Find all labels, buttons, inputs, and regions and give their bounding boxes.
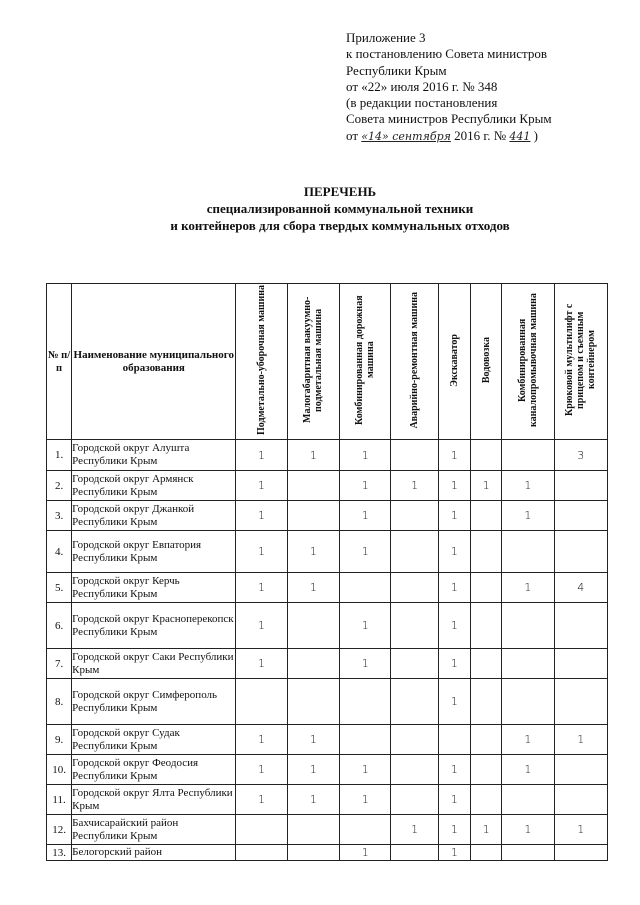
row-quantity-cell [391, 440, 438, 471]
header-column-label: Комбинированная каналопромывочная машина [516, 293, 539, 427]
row-number: 10. [47, 755, 72, 785]
handwritten-number: 441 [509, 129, 531, 143]
row-quantity-cell [502, 785, 554, 815]
row-quantity-cell: 1 [554, 725, 607, 755]
title-line-1: ПЕРЕЧЕНЬ [303, 184, 377, 199]
table-row [47, 785, 608, 815]
row-quantity-cell: 1 [502, 755, 554, 785]
header-column [391, 284, 438, 440]
appendix-line: от «22» июля 2016 г. № 348 [346, 78, 498, 94]
row-quantity-cell [554, 785, 607, 815]
header-column-label: Водовозка [480, 336, 492, 384]
row-quantity-cell [470, 603, 501, 649]
row-quantity-cell: 1 [554, 815, 607, 845]
row-quantity-cell: 1 [287, 531, 339, 573]
appendix-sign-line [346, 128, 636, 145]
row-quantity-cell: 1 [236, 471, 287, 501]
row-quantity-cell [287, 471, 339, 501]
table-row [47, 531, 608, 573]
row-quantity-cell: 1 [236, 573, 287, 603]
row-quantity-cell: 1 [438, 603, 470, 649]
row-quantity-cell: 1 [438, 501, 470, 531]
row-quantity-cell: 1 [502, 573, 554, 603]
row-municipality-name: Городской округ Керчь Республики Крым [72, 573, 236, 603]
header-column [236, 284, 287, 440]
row-quantity-cell: 1 [438, 440, 470, 471]
row-quantity-cell: 1 [287, 755, 339, 785]
row-quantity-cell [502, 679, 554, 725]
row-number: 3. [47, 501, 72, 531]
row-number: 1. [47, 440, 72, 471]
row-municipality-name: Городской округ Симферополь Республики Крым [72, 679, 236, 725]
row-quantity-cell [470, 679, 501, 725]
row-quantity-cell: 1 [287, 440, 339, 471]
row-quantity-cell: 1 [236, 603, 287, 649]
row-municipality-name: Городской округ Армянск Республики Крым [72, 471, 236, 501]
row-quantity-cell [391, 755, 438, 785]
row-quantity-cell: 1 [470, 471, 501, 501]
row-municipality-name: Городской округ Феодосия Республики Крым [72, 755, 236, 785]
row-quantity-cell: 4 [554, 573, 607, 603]
row-quantity-cell: 1 [340, 845, 391, 861]
row-quantity-cell: 1 [236, 785, 287, 815]
appendix-line: Совета министров Республики Крым [346, 111, 552, 127]
row-quantity-cell: 1 [287, 785, 339, 815]
table-row [47, 649, 608, 679]
header-column-label: Крюковой мультилифт с прицепом и съемным контейнером [564, 303, 598, 417]
row-quantity-cell: 1 [236, 649, 287, 679]
sign-close: ) [533, 127, 539, 143]
table-row [47, 603, 608, 649]
appendix-line: (в редакции постановления [346, 95, 498, 111]
row-municipality-name: Городской округ Ялта Республики Крым [72, 785, 236, 815]
row-quantity-cell [470, 725, 501, 755]
row-quantity-cell [340, 725, 391, 755]
title-line-3: и контейнеров для сбора твердых коммунальных отходов [170, 218, 510, 233]
row-municipality-name: Бахчисарайский район Республики Крым [72, 815, 236, 845]
row-quantity-cell [287, 845, 339, 861]
row-number: 2. [47, 471, 72, 501]
row-quantity-cell: 1 [438, 573, 470, 603]
row-quantity-cell [236, 815, 287, 845]
row-quantity-cell [554, 471, 607, 501]
row-quantity-cell [287, 603, 339, 649]
row-quantity-cell [470, 785, 501, 815]
row-quantity-cell [340, 573, 391, 603]
row-quantity-cell [470, 531, 501, 573]
row-quantity-cell [502, 531, 554, 573]
row-quantity-cell [554, 603, 607, 649]
row-quantity-cell [391, 725, 438, 755]
row-quantity-cell [470, 573, 501, 603]
table-row [47, 815, 608, 845]
row-quantity-cell: 1 [502, 725, 554, 755]
row-number: 7. [47, 649, 72, 679]
sign-prefix: от [346, 127, 359, 143]
row-number: 6. [47, 603, 72, 649]
table-row [47, 725, 608, 755]
header-column [470, 284, 501, 440]
row-quantity-cell [391, 501, 438, 531]
row-quantity-cell: 1 [438, 679, 470, 725]
appendix-block [346, 30, 636, 145]
row-quantity-cell [554, 501, 607, 531]
row-quantity-cell: 1 [287, 725, 339, 755]
table-row [47, 679, 608, 725]
equipment-table [46, 283, 608, 861]
table-row [47, 501, 608, 531]
handwritten-date: «14» сентября [361, 129, 451, 143]
row-quantity-cell: 1 [438, 845, 470, 861]
table-row [47, 440, 608, 471]
row-quantity-cell [391, 531, 438, 573]
header-name: Наименование муниципального образования [72, 284, 236, 440]
row-quantity-cell: 1 [236, 501, 287, 531]
table-header-row [47, 284, 608, 440]
row-municipality-name: Городской округ Саки Республики Крым [72, 649, 236, 679]
row-quantity-cell [438, 725, 470, 755]
row-quantity-cell: 1 [340, 785, 391, 815]
row-quantity-cell [391, 573, 438, 603]
row-quantity-cell: 1 [340, 603, 391, 649]
row-quantity-cell: 1 [438, 785, 470, 815]
header-column [438, 284, 470, 440]
table-row [47, 471, 608, 501]
appendix-line: Республики Крым [346, 62, 447, 78]
row-quantity-cell [470, 845, 501, 861]
row-quantity-cell: 1 [340, 649, 391, 679]
row-number: 5. [47, 573, 72, 603]
row-number: 11. [47, 785, 72, 815]
row-quantity-cell [287, 649, 339, 679]
row-quantity-cell: 1 [340, 440, 391, 471]
row-quantity-cell: 1 [340, 755, 391, 785]
header-column [554, 284, 607, 440]
row-quantity-cell: 1 [438, 471, 470, 501]
appendix-line: Приложение 3 [346, 30, 426, 45]
header-column-label: Аварийно-ремонтная машина [409, 291, 421, 429]
row-quantity-cell [502, 603, 554, 649]
row-quantity-cell [236, 679, 287, 725]
row-quantity-cell [391, 649, 438, 679]
row-quantity-cell: 1 [391, 815, 438, 845]
table-row [47, 845, 608, 861]
row-quantity-cell: 1 [340, 471, 391, 501]
row-number: 8. [47, 679, 72, 725]
row-quantity-cell [554, 679, 607, 725]
row-quantity-cell: 1 [502, 501, 554, 531]
row-number: 9. [47, 725, 72, 755]
row-quantity-cell [340, 815, 391, 845]
row-quantity-cell: 1 [236, 531, 287, 573]
appendix-line: к постановлению Совета министров [346, 46, 547, 62]
row-quantity-cell [554, 845, 607, 861]
row-quantity-cell [554, 531, 607, 573]
row-quantity-cell [470, 755, 501, 785]
row-quantity-cell: 3 [554, 440, 607, 471]
row-quantity-cell: 1 [438, 531, 470, 573]
row-quantity-cell: 1 [236, 755, 287, 785]
row-quantity-cell: 1 [502, 815, 554, 845]
row-quantity-cell [470, 440, 501, 471]
header-column [502, 284, 554, 440]
row-number: 12. [47, 815, 72, 845]
header-column [340, 284, 391, 440]
row-quantity-cell [470, 649, 501, 679]
header-no: № п/п [47, 284, 72, 440]
row-quantity-cell [391, 603, 438, 649]
document-title [40, 183, 640, 234]
row-quantity-cell: 1 [438, 649, 470, 679]
row-quantity-cell [470, 501, 501, 531]
row-municipality-name: Городской округ Судак Республики Крым [72, 725, 236, 755]
row-quantity-cell: 1 [340, 501, 391, 531]
row-quantity-cell [236, 845, 287, 861]
header-column [287, 284, 339, 440]
row-quantity-cell [391, 679, 438, 725]
title-line-2: специализированной коммунальной техники [206, 201, 474, 216]
table-body [47, 440, 608, 861]
row-quantity-cell [554, 755, 607, 785]
row-quantity-cell [287, 815, 339, 845]
row-quantity-cell: 1 [340, 531, 391, 573]
row-quantity-cell [391, 785, 438, 815]
row-quantity-cell [287, 501, 339, 531]
row-municipality-name: Городской округ Красноперекопск Республики Крым [72, 603, 236, 649]
table-row [47, 755, 608, 785]
header-column-label: Комбинированная дорожная машина [354, 295, 377, 425]
row-quantity-cell [391, 845, 438, 861]
header-column-label: Подметально-уборочная машина [256, 285, 267, 435]
row-quantity-cell: 1 [391, 471, 438, 501]
row-quantity-cell: 1 [236, 725, 287, 755]
row-quantity-cell: 1 [470, 815, 501, 845]
row-number: 4. [47, 531, 72, 573]
row-quantity-cell: 1 [438, 755, 470, 785]
row-quantity-cell [502, 845, 554, 861]
header-column-label: Экскаватор [448, 333, 460, 387]
row-quantity-cell [287, 679, 339, 725]
row-quantity-cell [502, 649, 554, 679]
sign-year: 2016 г. № [454, 127, 507, 143]
row-quantity-cell [340, 679, 391, 725]
row-municipality-name: Городской округ Алушта Республики Крым [72, 440, 236, 471]
row-quantity-cell: 1 [438, 815, 470, 845]
table-row [47, 573, 608, 603]
row-quantity-cell: 1 [502, 471, 554, 501]
row-quantity-cell: 1 [236, 440, 287, 471]
row-municipality-name: Городской округ Евпатория Республики Крым [72, 531, 236, 573]
row-quantity-cell: 1 [287, 573, 339, 603]
row-quantity-cell [502, 440, 554, 471]
row-municipality-name: Городской округ Джанкой Республики Крым [72, 501, 236, 531]
row-municipality-name: Белогорский район [72, 845, 236, 861]
row-quantity-cell [554, 649, 607, 679]
header-column-label: Малогабаритная вакуумно-подметальная машина [302, 296, 325, 424]
row-number: 13. [47, 845, 72, 861]
